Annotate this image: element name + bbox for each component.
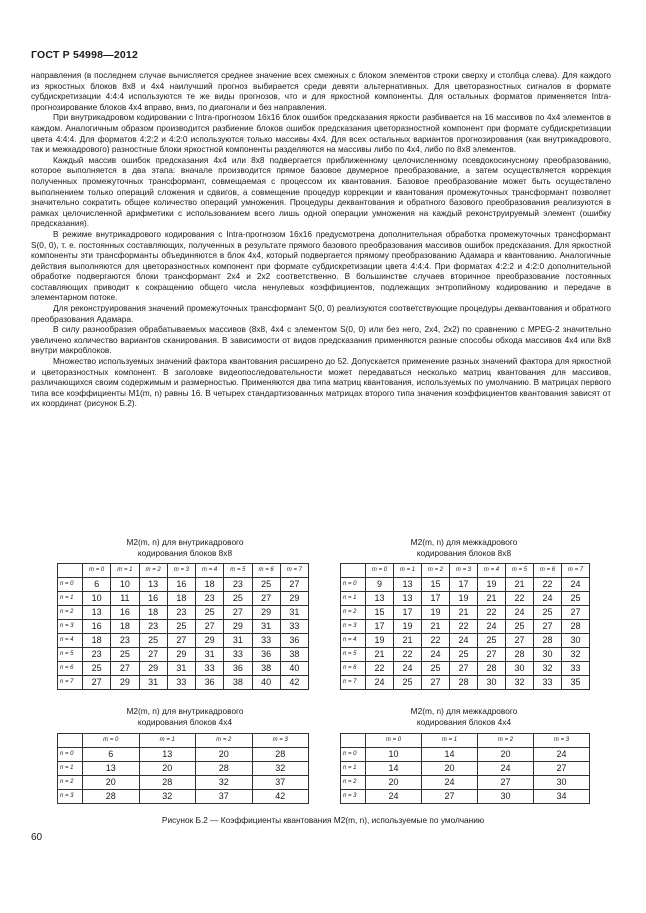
table-row xyxy=(341,748,590,762)
matrix-cell: 31 xyxy=(167,662,195,676)
column-header: m = 6 xyxy=(534,564,562,578)
matrix-cell: 33 xyxy=(224,648,252,662)
matrix-cell: 25 xyxy=(422,662,450,676)
matrix-cell: 25 xyxy=(562,592,590,606)
column-header: m = 0 xyxy=(366,564,394,578)
column-header: m = 0 xyxy=(83,734,140,748)
matrix-cell: 23 xyxy=(196,592,224,606)
table-row xyxy=(341,790,590,804)
matrix-cell: 18 xyxy=(139,606,167,620)
column-header: m = 1 xyxy=(111,564,139,578)
matrix-cell: 28 xyxy=(506,648,534,662)
table-row xyxy=(58,620,309,634)
table-row xyxy=(341,634,590,648)
matrix-cell: 27 xyxy=(196,620,224,634)
matrix-cell: 25 xyxy=(167,620,195,634)
column-header: m = 0 xyxy=(366,734,422,748)
matrix-cell: 33 xyxy=(534,676,562,690)
matrix-cell: 13 xyxy=(139,578,167,592)
matrix-cell: 29 xyxy=(252,606,280,620)
column-header: m = 7 xyxy=(280,564,308,578)
matrix-cell: 24 xyxy=(422,776,478,790)
matrix-cell: 20 xyxy=(422,762,478,776)
matrix-cell: 10 xyxy=(366,748,422,762)
matrix-cell: 27 xyxy=(422,790,478,804)
matrix-cell: 23 xyxy=(224,578,252,592)
matrix-cell: 25 xyxy=(252,578,280,592)
column-header: m = 1 xyxy=(139,734,196,748)
column-header: m = 2 xyxy=(422,564,450,578)
matrix-cell: 27 xyxy=(83,676,111,690)
matrix-cell: 24 xyxy=(506,606,534,620)
matrix-cell: 16 xyxy=(139,592,167,606)
matrix-cell: 6 xyxy=(83,748,140,762)
matrix-cell: 21 xyxy=(450,606,478,620)
column-header: m = 1 xyxy=(394,564,422,578)
matrix-cell: 40 xyxy=(280,662,308,676)
row-label: n = 7 xyxy=(341,676,366,690)
matrix-cell: 21 xyxy=(366,648,394,662)
matrix-cell: 31 xyxy=(224,634,252,648)
paragraph: направления (в последнем случае вычисляется среднее значение всех смежных с блоком элементов строки сверху и столбца слева). Для каждого из яркостных блоков 8х8 и 4х4 наилучший прогноз выбирается среди девяти альтернативных. Для цветоразностных сигналов в формате субдискретизации 4:4:4 используются те же виды прогнозов, что и для яркостной компоненты. Для остальных форматов применяется Intra-прогнозирование блоков 4х4 вправо, вниз, по диагонали и без направления. xyxy=(31,70,611,112)
column-header: m = 3 xyxy=(450,564,478,578)
matrix-cell: 27 xyxy=(139,648,167,662)
matrix-cell: 24 xyxy=(422,648,450,662)
matrix-cell: 42 xyxy=(280,676,308,690)
matrix-cell: 27 xyxy=(478,776,534,790)
matrix-cell: 16 xyxy=(111,606,139,620)
matrix-cell: 24 xyxy=(366,676,394,690)
matrix-cell: 32 xyxy=(139,790,196,804)
matrix-cell: 17 xyxy=(422,592,450,606)
caption-inter-4x4: M2(m, n) для межкадрового кодирования блоков 4х4 xyxy=(410,706,518,727)
page-number: 60 xyxy=(31,832,43,843)
matrix-cell: 25 xyxy=(478,634,506,648)
column-header: m = 4 xyxy=(196,564,224,578)
matrix-cell: 13 xyxy=(139,748,196,762)
table-header-row xyxy=(58,734,309,748)
matrix-cell: 13 xyxy=(83,606,111,620)
matrix-cell: 25 xyxy=(83,662,111,676)
row-label: n = 3 xyxy=(58,790,83,804)
matrix-cell: 37 xyxy=(196,790,253,804)
matrix-cell: 28 xyxy=(139,776,196,790)
matrix-cell: 27 xyxy=(534,620,562,634)
matrix-cell: 35 xyxy=(562,676,590,690)
matrix-cell: 32 xyxy=(506,676,534,690)
matrix-cell: 22 xyxy=(506,592,534,606)
matrix-cell: 27 xyxy=(167,634,195,648)
row-label: n = 6 xyxy=(58,662,83,676)
matrix-cell: 27 xyxy=(534,762,590,776)
matrix-cell: 28 xyxy=(478,662,506,676)
matrix-cell: 30 xyxy=(534,776,590,790)
column-header: m = 3 xyxy=(167,564,195,578)
matrix-cell: 25 xyxy=(534,606,562,620)
matrix-cell: 18 xyxy=(196,578,224,592)
matrix-cell: 38 xyxy=(224,676,252,690)
table-row xyxy=(341,578,590,592)
matrix-cell: 28 xyxy=(562,620,590,634)
column-header: m = 2 xyxy=(478,734,534,748)
matrix-cell: 31 xyxy=(196,648,224,662)
matrix-cell: 22 xyxy=(394,648,422,662)
table-header-row xyxy=(341,734,590,748)
column-header: m = 2 xyxy=(139,564,167,578)
table-row xyxy=(58,592,309,606)
matrix-cell: 23 xyxy=(111,634,139,648)
table-row xyxy=(58,748,309,762)
row-label: n = 5 xyxy=(341,648,366,662)
matrix-cell: 14 xyxy=(422,748,478,762)
column-header: m = 2 xyxy=(196,734,253,748)
matrix-cell: 31 xyxy=(252,620,280,634)
matrix-cell: 17 xyxy=(450,578,478,592)
matrix-cell: 36 xyxy=(280,634,308,648)
matrix-cell: 40 xyxy=(252,676,280,690)
matrix-cell: 22 xyxy=(534,578,562,592)
row-label: n = 1 xyxy=(341,592,366,606)
matrix-cell: 16 xyxy=(83,620,111,634)
matrix-cell: 27 xyxy=(422,676,450,690)
column-header: m = 4 xyxy=(478,564,506,578)
matrix-cell: 11 xyxy=(111,592,139,606)
matrix-cell: 21 xyxy=(422,620,450,634)
caption-inter-8x8: M2(m, n) для межкадрового кодирования блоков 8х8 xyxy=(410,537,518,558)
paragraph: В силу разнообразия обрабатываемых массивов (8х8, 4х4 с элементом S(0, 0) или без него, 2х4, 2х2) по сравнению с MPEG-2 значительно увеличено количество вариантов сканирования. В зависимости от видов предсказания применяются разные способы обхода массивов 4х4 или 8х8 внутри макроблоков. xyxy=(31,324,611,356)
matrix-cell: 30 xyxy=(478,676,506,690)
table-corner-cell xyxy=(58,564,83,578)
matrix-cell: 22 xyxy=(366,662,394,676)
column-header: m = 7 xyxy=(562,564,590,578)
table-row xyxy=(58,606,309,620)
matrix-cell: 13 xyxy=(83,762,140,776)
matrix-cell: 27 xyxy=(450,662,478,676)
matrix-cell: 25 xyxy=(506,620,534,634)
matrix-cell: 33 xyxy=(252,634,280,648)
table-row xyxy=(58,790,309,804)
matrix-cell: 24 xyxy=(478,620,506,634)
intra-4x4-matrix-table xyxy=(57,733,309,804)
matrix-cell: 27 xyxy=(111,662,139,676)
matrix-cell: 29 xyxy=(139,662,167,676)
matrix-cell: 33 xyxy=(280,620,308,634)
matrix-cell: 14 xyxy=(366,762,422,776)
table-row xyxy=(341,620,590,634)
matrix-cell: 18 xyxy=(167,592,195,606)
matrix-cell: 25 xyxy=(224,592,252,606)
table-row xyxy=(58,634,309,648)
matrix-cell: 38 xyxy=(280,648,308,662)
matrix-cell: 23 xyxy=(83,648,111,662)
matrix-cell: 20 xyxy=(478,748,534,762)
row-label: n = 0 xyxy=(58,578,83,592)
matrix-cell: 24 xyxy=(366,790,422,804)
matrix-cell: 18 xyxy=(83,634,111,648)
matrix-cell: 25 xyxy=(111,648,139,662)
figure-caption: Рисунок Б.2 — Коэффициенты квантования M2(m, n), используемые по умолчанию xyxy=(161,815,485,825)
column-header: m = 1 xyxy=(422,734,478,748)
column-header: m = 0 xyxy=(83,564,111,578)
matrix-cell: 23 xyxy=(167,606,195,620)
matrix-cell: 33 xyxy=(196,662,224,676)
table-row xyxy=(341,606,590,620)
matrix-cell: 42 xyxy=(252,790,309,804)
row-label: n = 5 xyxy=(58,648,83,662)
table-row xyxy=(58,648,309,662)
row-label: n = 2 xyxy=(341,606,366,620)
matrix-cell: 22 xyxy=(450,620,478,634)
table-row xyxy=(58,776,309,790)
matrix-cell: 17 xyxy=(366,620,394,634)
matrix-cell: 29 xyxy=(196,634,224,648)
matrix-cell: 36 xyxy=(224,662,252,676)
matrix-cell: 29 xyxy=(111,676,139,690)
matrix-cell: 32 xyxy=(562,648,590,662)
matrix-cell: 10 xyxy=(111,578,139,592)
matrix-cell: 24 xyxy=(394,662,422,676)
inter-8x8-matrix-table xyxy=(340,563,590,690)
table-row xyxy=(341,592,590,606)
matrix-cell: 10 xyxy=(83,592,111,606)
matrix-cell: 30 xyxy=(506,662,534,676)
matrix-cell: 32 xyxy=(534,662,562,676)
intra-8x8-matrix-table xyxy=(57,563,309,690)
matrix-cell: 23 xyxy=(139,620,167,634)
table-row xyxy=(341,762,590,776)
matrix-cell: 30 xyxy=(534,648,562,662)
table-row xyxy=(341,776,590,790)
matrix-cell: 19 xyxy=(394,620,422,634)
paragraph: Множество используемых значений фактора квантования расширено до 52. Допускается применение разных значений фактора для яркостной и цветоразностных компонент. В заголовке видеопоследовательности может передаваться несколько матриц квантования для массивов, различающихся своим содержимым и размерностью. Применяются два типа матриц квантования, используемых по умолчанию. В матрицах первого типа все коэффициенты M1(m, n) равны 16. В четырех стандартизованных матрицах второго типа значения коэффициентов квантования зависят от их координат (рисунок Б.2). xyxy=(31,356,611,409)
matrix-cell: 25 xyxy=(450,648,478,662)
matrix-cell: 36 xyxy=(196,676,224,690)
matrix-cell: 21 xyxy=(394,634,422,648)
document-header: ГОСТ Р 54998—2012 xyxy=(31,49,139,61)
table-row xyxy=(58,662,309,676)
matrix-cell: 13 xyxy=(394,592,422,606)
matrix-cell: 28 xyxy=(252,748,309,762)
table-row xyxy=(58,676,309,690)
matrix-cell: 22 xyxy=(478,606,506,620)
table-corner-cell xyxy=(341,564,366,578)
matrix-cell: 31 xyxy=(280,606,308,620)
matrix-cell: 19 xyxy=(422,606,450,620)
matrix-cell: 28 xyxy=(83,790,140,804)
caption-intra-4x4: M2(m, n) для внутрикадрового кодирования блоков 4х4 xyxy=(126,706,244,727)
paragraph: Для реконструирования значений промежуточных трансформант S(0, 0) реализуются соответствующие процедуры деквантования и обратного преобразования Адамара. xyxy=(31,303,611,324)
matrix-cell: 37 xyxy=(252,776,309,790)
matrix-cell: 19 xyxy=(366,634,394,648)
row-label: n = 2 xyxy=(341,776,366,790)
matrix-cell: 29 xyxy=(224,620,252,634)
matrix-cell: 27 xyxy=(478,648,506,662)
matrix-cell: 16 xyxy=(167,578,195,592)
matrix-cell: 28 xyxy=(196,762,253,776)
row-label: n = 4 xyxy=(341,634,366,648)
matrix-cell: 32 xyxy=(252,762,309,776)
column-header: m = 5 xyxy=(506,564,534,578)
matrix-cell: 27 xyxy=(224,606,252,620)
row-label: n = 1 xyxy=(58,762,83,776)
matrix-cell: 20 xyxy=(139,762,196,776)
row-label: n = 0 xyxy=(58,748,83,762)
row-label: n = 2 xyxy=(58,776,83,790)
caption-intra-8x8: M2(m, n) для внутрикадрового кодирования блоков 8х8 xyxy=(126,537,244,558)
table-row xyxy=(58,762,309,776)
matrix-cell: 20 xyxy=(83,776,140,790)
matrix-cell: 20 xyxy=(366,776,422,790)
matrix-cell: 22 xyxy=(422,634,450,648)
matrix-cell: 17 xyxy=(394,606,422,620)
matrix-cell: 9 xyxy=(366,578,394,592)
matrix-cell: 34 xyxy=(534,790,590,804)
paragraph: Каждый массив ошибок предсказания 4х4 или 8х8 подвергается приближенному целочисленному псевдокосинусному преобразованию, которое выполняется в два этапа: вначале производится прямое базовое двумерное преобразование, а затем осуществляется коррекция полученных промежуточных трансформант, совмещаемая с процессом их квантования. Базовое преобразование может быть осуществлено выполнением только операций сложения и сдвигов, а совмещение процедур коррекции и квантования промежуточных трансформант позволяет значительно сократить общее количество операций умножения. Процедуры деквантования и обратного базового преобразования реализуются в рамках целочисленной арифметики с использованием всего лишь одной операции умножения на каждый реконструируемый элемент (ошибку предсказания). xyxy=(31,154,611,229)
row-label: n = 3 xyxy=(341,790,366,804)
matrix-cell: 28 xyxy=(534,634,562,648)
paragraph: В режиме внутрикадрового кодирования с Intra-прогнозом 16х16 предусмотрена дополнительная обработка промежуточных трансформант S(0, 0), т. е. постоянных составляющих, полученных в результате прямого базового преобразования массивов ошибок предсказания. Для яркостной компоненты эти трансформанты объединяются в блок 4х4, который подвергается прямому преобразованию Адамара и квантованию. Аналогичные действия выполняются для цветоразностных компонент при формате субдискретизации цвета 4:4:4. При форматах 4:2:2 и 4:2:0 дополнительной обработке подвергаются блоки трансформант 2х4 и 2х2 соответственно. В большинстве случаев вторичное преобразование постоянных составляющих приводит к сокращению общего числа ненулевых коэффициентов, подлежащих энтропийному кодированию и передаче в элементарном потоке. xyxy=(31,228,611,303)
row-label: n = 3 xyxy=(341,620,366,634)
row-label: n = 0 xyxy=(341,578,366,592)
table-header-row xyxy=(341,564,590,578)
row-label: n = 3 xyxy=(58,620,83,634)
matrix-cell: 30 xyxy=(478,790,534,804)
matrix-cell: 13 xyxy=(366,592,394,606)
matrix-cell: 27 xyxy=(506,634,534,648)
matrix-cell: 30 xyxy=(562,634,590,648)
table-row xyxy=(341,648,590,662)
matrix-cell: 15 xyxy=(422,578,450,592)
matrix-cell: 25 xyxy=(196,606,224,620)
row-label: n = 6 xyxy=(341,662,366,676)
matrix-cell: 24 xyxy=(450,634,478,648)
matrix-cell: 20 xyxy=(196,748,253,762)
matrix-cell: 38 xyxy=(252,662,280,676)
matrix-cell: 27 xyxy=(280,578,308,592)
paragraph: При внутрикадровом кодировании с Intra-прогнозом 16х16 блок ошибок предсказания яркости разбивается на 16 массивов по 4х4 элементов в каждом. Аналогичным образом производится разбиение блоков ошибок предсказания цветоразностной компонент при формате субдискретизации цвета 4:4:4. Для форматов 4:2:2 и 4:2:0 используются только массивы 4х4. Для всех остальных вариантов прогнозирования (как внутрикадрового, так и межкадрового) разностные блоки яркостной компоненты разделяются на массивы либо по 4х4, либо по 8х8 элементов. xyxy=(31,112,611,155)
row-label: n = 1 xyxy=(58,592,83,606)
matrix-cell: 24 xyxy=(478,762,534,776)
matrix-cell: 24 xyxy=(534,592,562,606)
table-row xyxy=(341,676,590,690)
matrix-cell: 24 xyxy=(562,578,590,592)
matrix-cell: 21 xyxy=(478,592,506,606)
row-label: n = 1 xyxy=(341,762,366,776)
table-header-row xyxy=(58,564,309,578)
matrix-cell: 21 xyxy=(506,578,534,592)
table-row xyxy=(341,662,590,676)
matrix-cell: 6 xyxy=(83,578,111,592)
column-header: m = 3 xyxy=(534,734,590,748)
matrix-cell: 29 xyxy=(167,648,195,662)
matrix-cell: 28 xyxy=(450,676,478,690)
matrix-cell: 13 xyxy=(394,578,422,592)
matrix-cell: 33 xyxy=(167,676,195,690)
matrix-cell: 27 xyxy=(252,592,280,606)
matrix-cell: 19 xyxy=(450,592,478,606)
matrix-cell: 32 xyxy=(196,776,253,790)
matrix-cell: 24 xyxy=(534,748,590,762)
matrix-cell: 33 xyxy=(562,662,590,676)
column-header: m = 5 xyxy=(224,564,252,578)
row-label: n = 4 xyxy=(58,634,83,648)
matrix-cell: 25 xyxy=(139,634,167,648)
column-header: m = 3 xyxy=(252,734,309,748)
table-corner-cell xyxy=(58,734,83,748)
matrix-cell: 15 xyxy=(366,606,394,620)
table-corner-cell xyxy=(341,734,366,748)
body-text xyxy=(31,70,611,409)
matrix-cell: 31 xyxy=(139,676,167,690)
row-label: n = 2 xyxy=(58,606,83,620)
row-label: n = 0 xyxy=(341,748,366,762)
inter-4x4-matrix-table xyxy=(340,733,590,804)
matrix-cell: 27 xyxy=(562,606,590,620)
table-row xyxy=(58,578,309,592)
matrix-cell: 19 xyxy=(478,578,506,592)
row-label: n = 7 xyxy=(58,676,83,690)
matrix-cell: 36 xyxy=(252,648,280,662)
matrix-cell: 29 xyxy=(280,592,308,606)
matrix-cell: 25 xyxy=(394,676,422,690)
column-header: m = 6 xyxy=(252,564,280,578)
matrix-cell: 18 xyxy=(111,620,139,634)
